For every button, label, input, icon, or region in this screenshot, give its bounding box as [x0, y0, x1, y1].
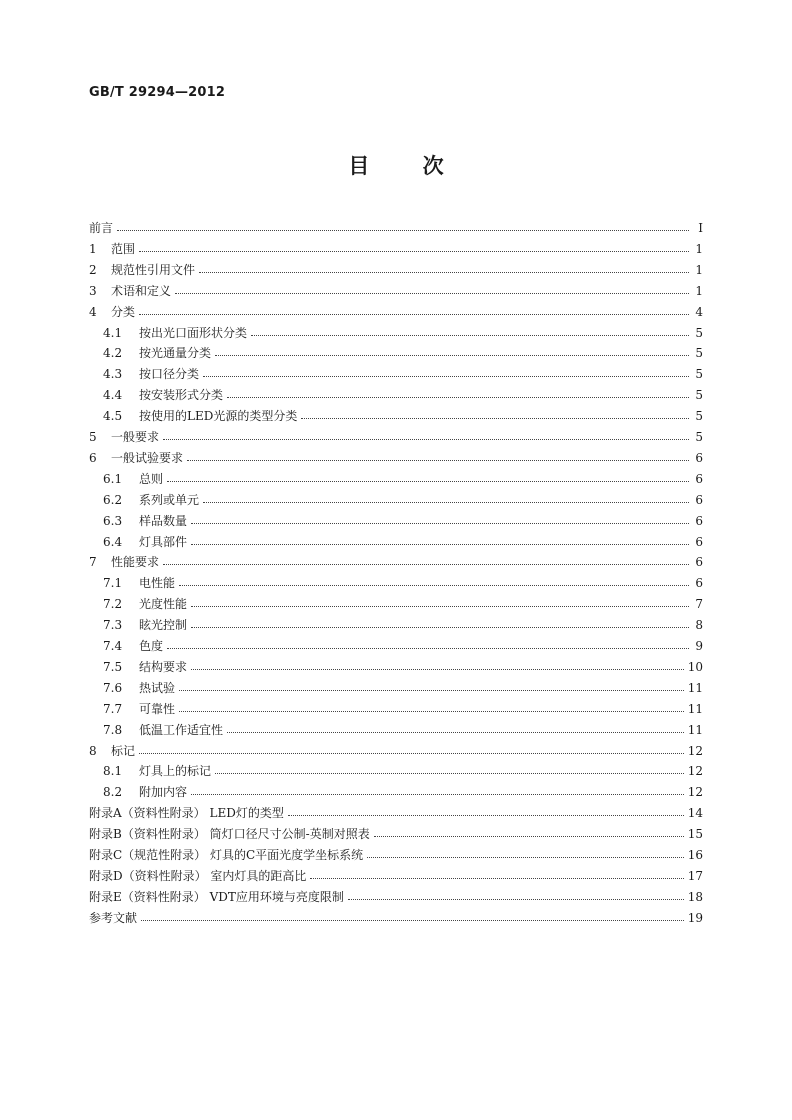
toc-entry[interactable]: [103, 466, 703, 486]
toc-leader-dots: [215, 355, 689, 356]
toc-entry-label: 一般要求: [111, 430, 160, 444]
toc-entry[interactable]: [103, 382, 703, 402]
toc-leader-dots: [179, 585, 689, 586]
toc-entry[interactable]: [103, 529, 703, 549]
toc-entry-page: 16: [687, 848, 703, 862]
toc-leader-dots: [348, 899, 684, 900]
toc-entry-number: 4.1: [103, 325, 123, 340]
toc-entry-label: 样品数量: [139, 513, 188, 528]
toc-entry-page: 6: [695, 513, 703, 528]
toc-entry-number: 8.2: [103, 785, 123, 800]
toc-entry-label: 附加内容: [139, 785, 188, 800]
toc-entry-page: 10: [687, 659, 703, 674]
toc-entry-page: 6: [695, 555, 703, 570]
toc-entry-label: 附录C（规范性附录） 灯具的C平面光度学坐标系统: [89, 848, 364, 862]
toc-entry[interactable]: [89, 863, 703, 883]
toc-entry-label: 灯具部件: [139, 534, 188, 549]
toc-leader-dots: [163, 439, 689, 440]
toc-leader-dots: [301, 418, 689, 419]
toc-entry-page: 6: [695, 450, 703, 465]
toc-entry-number: 7: [89, 555, 97, 570]
toc-entry-number: 4: [89, 304, 97, 319]
toc-entry[interactable]: [103, 591, 703, 611]
toc-entry-number: 7.8: [103, 722, 123, 737]
toc-entry-number: 2: [89, 262, 97, 277]
toc-leader-dots: [191, 627, 689, 628]
toc-entry-number: 4.2: [103, 346, 123, 361]
toc-leader-dots: [167, 648, 689, 649]
toc-entry-number: 6.2: [103, 492, 123, 507]
toc-entry-label: 标记: [111, 743, 136, 758]
toc-entry-number: 7.7: [103, 701, 123, 716]
toc-entry-label: 按口径分类: [139, 367, 200, 382]
toc-entry[interactable]: [103, 758, 703, 778]
toc-leader-dots: [117, 230, 689, 231]
toc-entry[interactable]: [89, 821, 703, 841]
toc-entry-number: 7.3: [103, 618, 123, 633]
toc-entry-number: 7.4: [103, 639, 123, 653]
toc-entry[interactable]: [89, 445, 703, 465]
toc-entry-page: 12: [687, 764, 703, 779]
toc-leader-dots: [191, 544, 689, 545]
toc-entry-number: 6.3: [103, 513, 123, 528]
toc-entry[interactable]: [103, 612, 703, 632]
toc-entry-label: 热试验: [139, 680, 176, 695]
toc-entry[interactable]: [89, 215, 703, 235]
toc-entry-label: 术语和定义: [111, 283, 172, 298]
toc-entry[interactable]: [103, 633, 703, 653]
toc-leader-dots: [175, 293, 689, 294]
toc-entry[interactable]: [103, 340, 703, 360]
toc-entry-page: 6: [695, 492, 703, 507]
toc-entry[interactable]: [103, 717, 703, 737]
toc-entry[interactable]: [103, 403, 703, 423]
toc-entry-label: 范围: [111, 241, 136, 256]
toc-entry-number: 1: [89, 241, 97, 256]
toc-entry[interactable]: [89, 842, 703, 862]
toc-entry-label: 前言: [89, 221, 114, 235]
toc-entry-page: 1: [695, 262, 703, 277]
toc-entry-label: 性能要求: [111, 555, 160, 570]
toc-leader-dots: [139, 314, 689, 315]
toc-entry-label: 按使用的LED光源的类型分类: [139, 409, 298, 424]
toc-entry-page: 11: [687, 701, 703, 716]
toc-leader-dots: [215, 773, 684, 774]
toc-entry-page: 7: [695, 597, 703, 612]
toc-entry-label: 结构要求: [139, 659, 188, 674]
toc-entry-page: 14: [687, 806, 703, 821]
toc-leader-dots: [139, 753, 684, 754]
toc-entry-page: 12: [687, 743, 703, 758]
toc-leader-dots: [310, 878, 683, 879]
toc-entry-number: 5: [89, 430, 97, 444]
toc-entry-page: 5: [695, 430, 703, 444]
toc-entry-label: 色度: [139, 639, 164, 653]
toc-leader-dots: [191, 606, 689, 607]
toc-entry-page: 1: [695, 241, 703, 256]
toc-entry[interactable]: [103, 487, 703, 507]
toc-entry-label: 可靠性: [139, 701, 176, 716]
toc-leader-dots: [167, 481, 689, 482]
toc-entry-number: 7.1: [103, 576, 123, 591]
toc-title-char-2: 次: [422, 154, 444, 178]
toc-leader-dots: [227, 397, 689, 398]
toc-entry-label: 分类: [111, 304, 136, 319]
toc-entry-label: 附录D（资料性附录） 室内灯具的距高比: [89, 868, 307, 883]
toc-entry-number: 4.4: [103, 388, 123, 403]
toc-entry-page: 15: [687, 827, 703, 842]
toc-entry-page: 6: [695, 534, 703, 549]
toc-entry-number: 7.5: [103, 659, 123, 674]
toc-entry[interactable]: [103, 320, 703, 340]
toc-entry[interactable]: [89, 884, 703, 904]
toc-entry[interactable]: [89, 299, 703, 319]
toc-entry-number: 7.6: [103, 680, 123, 695]
toc-entry-page: 5: [695, 346, 703, 361]
toc-leader-dots: [179, 690, 684, 691]
toc-leader-dots: [367, 857, 684, 858]
toc-entry-page: 5: [695, 325, 703, 340]
toc-leader-dots: [139, 251, 689, 252]
toc-leader-dots: [199, 272, 689, 273]
document-code: GB/T 29294—2012: [89, 85, 226, 100]
toc-entry-label: 一般试验要求: [111, 450, 184, 465]
toc-entry-number: 4.5: [103, 409, 123, 424]
toc-entry-number: 3: [89, 283, 97, 298]
toc-entry-label: 参考文献: [89, 910, 138, 925]
toc-title-char-1: 目: [348, 154, 370, 178]
toc-entry-number: 6.1: [103, 471, 123, 486]
toc-entry-label: 附录B（资料性附录） 筒灯口径尺寸公制-英制对照表: [89, 827, 370, 842]
toc-entry-page: 12: [687, 785, 703, 800]
toc-entry[interactable]: [103, 696, 703, 716]
toc-entry-label: 光度性能: [139, 597, 188, 612]
toc-entry-page: 5: [695, 388, 703, 403]
toc-entry-label: 系列或单元: [139, 492, 200, 507]
toc-entry-page: 9: [695, 639, 703, 653]
toc-leader-dots: [288, 815, 684, 816]
toc-entry-page: 6: [695, 576, 703, 591]
toc-entry-page: 5: [695, 367, 703, 382]
toc-title: [0, 150, 792, 180]
toc-entry-page: 8: [695, 618, 703, 633]
toc-entry-label: 电性能: [139, 576, 176, 591]
toc-entry[interactable]: [89, 424, 703, 444]
toc-entry-page: 19: [687, 910, 703, 925]
toc-entry-label: 总则: [139, 471, 164, 486]
toc-entry-label: 按安装形式分类: [139, 388, 224, 403]
toc-entry[interactable]: [89, 800, 703, 820]
toc-entry-label: 按出光口面形状分类: [139, 325, 248, 340]
toc-entry[interactable]: [89, 278, 703, 298]
toc-entry[interactable]: [103, 654, 703, 674]
toc-entry-page: 5: [695, 409, 703, 424]
toc-leader-dots: [251, 335, 689, 336]
toc-entry-label: 灯具上的标记: [139, 764, 212, 779]
toc-entry-page: 11: [687, 680, 703, 695]
toc-entry-label: 规范性引用文件: [111, 262, 196, 277]
toc-entry[interactable]: [89, 905, 703, 925]
toc-entry-number: 7.2: [103, 597, 123, 612]
toc-entry-label: 低温工作适宜性: [139, 722, 224, 737]
toc-entry-label: 附录E（资料性附录） VDT应用环境与亮度限制: [89, 889, 344, 904]
toc-leader-dots: [191, 523, 689, 524]
toc-entry-number: 8.1: [103, 764, 123, 779]
toc-entry[interactable]: [89, 738, 703, 758]
toc-entry-label: 附录A（资料性附录） LED灯的类型: [89, 806, 284, 821]
toc-entry[interactable]: [103, 508, 703, 528]
toc-entry-page: I: [698, 221, 703, 235]
toc-entry[interactable]: [89, 257, 703, 277]
toc-entry[interactable]: [103, 779, 703, 799]
toc-leader-dots: [374, 836, 684, 837]
toc-entry[interactable]: [103, 675, 703, 695]
toc-leader-dots: [227, 732, 684, 733]
toc-entry-page: 11: [687, 722, 703, 737]
toc-entry-number: 4.3: [103, 367, 123, 382]
toc-leader-dots: [179, 711, 684, 712]
toc-leader-dots: [191, 669, 684, 670]
toc-entry-page: 4: [695, 304, 703, 319]
toc-leader-dots: [187, 460, 689, 461]
toc-entry-page: 18: [687, 889, 703, 904]
toc-entry[interactable]: [89, 236, 703, 256]
toc-entry-number: 6: [89, 450, 97, 465]
toc-leader-dots: [191, 794, 684, 795]
toc-entry-page: 1: [695, 283, 703, 298]
toc-entry-number: 8: [89, 743, 97, 758]
toc-entry-label: 按光通量分类: [139, 346, 212, 361]
toc-entry[interactable]: [103, 361, 703, 381]
toc-entry-label: 眩光控制: [139, 618, 188, 633]
toc-entry[interactable]: [103, 570, 703, 590]
toc-entry-page: 6: [695, 471, 703, 486]
toc-entry-page: 17: [687, 868, 703, 883]
toc-leader-dots: [163, 564, 689, 565]
toc-entry-number: 6.4: [103, 534, 123, 549]
toc-leader-dots: [203, 376, 689, 377]
toc-entry[interactable]: [89, 549, 703, 569]
toc-leader-dots: [141, 920, 684, 921]
toc-leader-dots: [203, 502, 689, 503]
